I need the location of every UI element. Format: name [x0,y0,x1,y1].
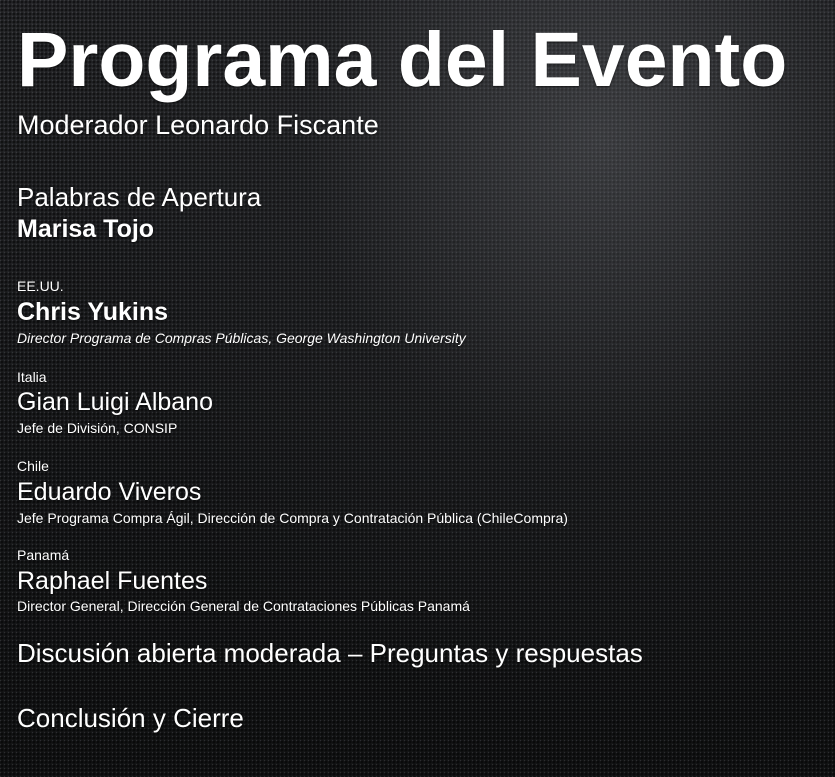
page-title: Programa del Evento [17,17,788,103]
speaker-role: Director General, Dirección General de Contrataciones Públicas Panamá [17,598,470,614]
speaker-name: Raphael Fuentes [17,567,208,595]
speaker-country: Panamá [17,547,70,563]
speaker-role: Director Programa de Compras Públicas, George Washington University [17,330,466,346]
speaker-name: Chris Yukins [17,298,168,326]
speaker-name: Eduardo Viveros [17,478,202,506]
moderator-line: Moderador Leonardo Fiscante [17,110,379,140]
closing-heading: Conclusión y Cierre [17,703,244,733]
opening-heading: Palabras de Apertura [17,182,262,212]
speaker-country: EE.UU. [17,278,64,294]
discussion-heading: Discusión abierta moderada – Preguntas y respuestas [17,638,643,668]
speaker-role: Jefe de División, CONSIP [17,420,178,436]
speaker-name: Gian Luigi Albano [17,388,213,416]
speaker-country: Chile [17,458,49,474]
opening-speaker-name: Marisa Tojo [17,215,155,243]
speaker-country: Italia [17,369,47,385]
speaker-role: Jefe Programa Compra Ágil, Dirección de Compra y Contratación Pública (ChileCompra) [17,510,568,526]
